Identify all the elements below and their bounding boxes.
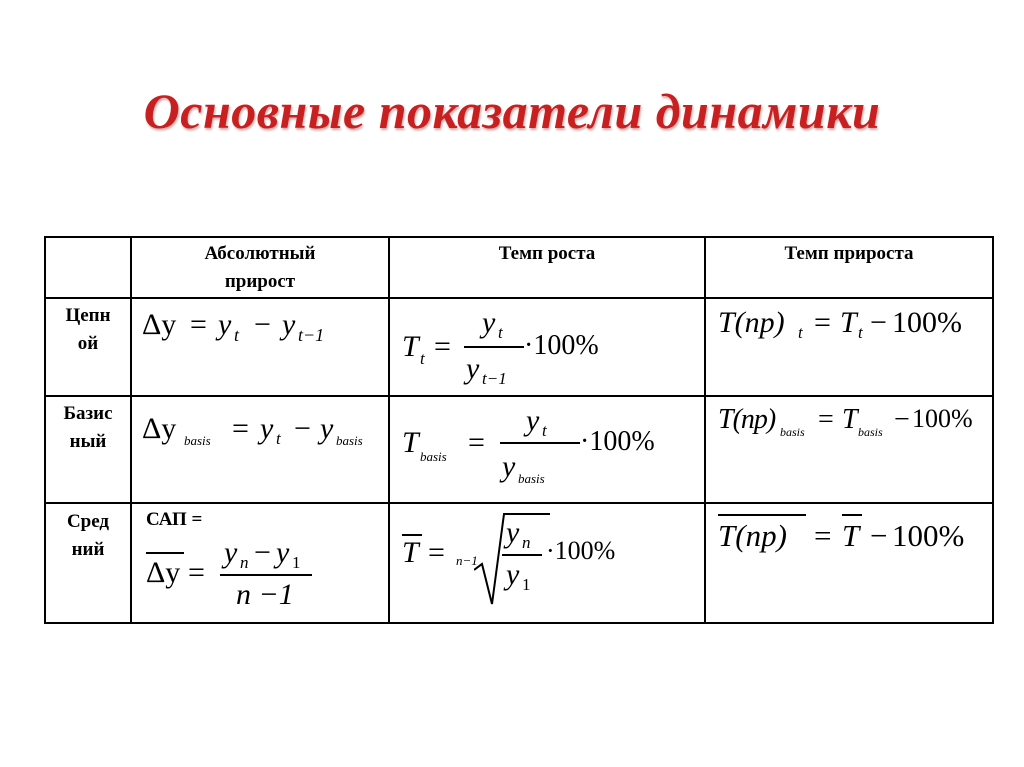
subscript-t: t bbox=[858, 323, 863, 342]
T: T bbox=[402, 426, 419, 459]
row-label-average-part1: Сред bbox=[66, 511, 110, 532]
sap-label: САП = bbox=[146, 509, 203, 530]
times-100-percent: ·100% bbox=[524, 330, 599, 361]
minus: − bbox=[894, 404, 910, 435]
formula-basis-growth bbox=[402, 406, 702, 498]
subscript-basis: basis bbox=[780, 425, 805, 439]
denominator-subscript: basis bbox=[518, 471, 545, 486]
subscript-basis: basis bbox=[858, 425, 883, 439]
subscript-basis: basis bbox=[184, 433, 211, 448]
subscript-t-minus-1: t−1 bbox=[298, 325, 325, 345]
numerator-subscript: t bbox=[498, 323, 503, 342]
subscript-basis: basis bbox=[420, 449, 447, 464]
denominator-y-1: y bbox=[506, 558, 520, 591]
100-percent: 100% bbox=[892, 518, 965, 553]
row-divider-1 bbox=[44, 297, 994, 299]
T: T bbox=[842, 404, 858, 435]
column-divider-2 bbox=[388, 236, 390, 624]
equals: = bbox=[428, 536, 445, 569]
numerator-y: y bbox=[526, 404, 540, 437]
fraction-bar bbox=[500, 442, 580, 444]
subscript-1: 1 bbox=[522, 575, 531, 594]
numerator-y-1: y bbox=[276, 536, 290, 569]
numerator-y: y bbox=[482, 306, 496, 339]
formula-chain-increase bbox=[718, 308, 988, 358]
header-growth-rate: Темп роста bbox=[498, 243, 596, 264]
minus: − bbox=[254, 536, 271, 569]
formula-chain-absolute bbox=[142, 310, 382, 360]
denominator-y: y bbox=[466, 352, 480, 385]
overline bbox=[718, 514, 806, 516]
formula-average-increase bbox=[718, 508, 990, 568]
formula-average-growth bbox=[400, 508, 700, 620]
times-100-percent: ·100% bbox=[546, 536, 616, 565]
denominator-n-minus-1: n −1 bbox=[236, 578, 294, 611]
denominator-subscript: t−1 bbox=[482, 369, 507, 388]
header-abs-line1: Абсолютный bbox=[204, 243, 316, 264]
y: y bbox=[282, 308, 296, 341]
formula-basis-absolute bbox=[142, 408, 388, 468]
100-percent: 100% bbox=[912, 404, 973, 433]
numerator-subscript: t bbox=[542, 421, 547, 440]
row-divider-3 bbox=[44, 502, 994, 504]
T-np-mean: T(np) bbox=[718, 518, 787, 553]
row-label-average bbox=[46, 508, 130, 564]
y: y bbox=[260, 412, 274, 445]
equals: = bbox=[232, 412, 249, 445]
subscript-1: 1 bbox=[292, 553, 301, 572]
equals: = bbox=[434, 330, 451, 363]
T: T bbox=[840, 306, 857, 339]
dynamics-indicators-table bbox=[44, 236, 994, 624]
subscript-basis: basis bbox=[336, 433, 363, 448]
100-percent: 100% bbox=[892, 306, 962, 339]
header-absolute-increase bbox=[132, 240, 388, 296]
y: y bbox=[218, 308, 232, 341]
subscript-t: t bbox=[276, 429, 281, 448]
header-abs-line2: прирост bbox=[224, 271, 296, 292]
formula-basis-increase bbox=[718, 406, 990, 456]
table-border-bottom bbox=[44, 622, 994, 624]
minus: − bbox=[294, 412, 311, 445]
header-increase-rate: Темп прироста bbox=[784, 243, 914, 264]
row-label-chain-part2: ой bbox=[77, 333, 99, 354]
minus: − bbox=[870, 518, 888, 553]
table-border-right bbox=[992, 236, 994, 624]
overline bbox=[842, 514, 862, 516]
T: T bbox=[402, 330, 419, 363]
fraction-bar bbox=[502, 554, 542, 556]
minus: − bbox=[870, 306, 887, 339]
T-np: T(np) bbox=[718, 306, 785, 339]
delta-y-mean: Δy bbox=[146, 556, 181, 589]
y: y bbox=[320, 412, 334, 445]
column-divider-3 bbox=[704, 236, 706, 624]
subscript-t: t bbox=[798, 323, 803, 342]
row-label-chain-part1: Цепн bbox=[65, 305, 111, 326]
row-label-basis-part2: ный bbox=[69, 431, 107, 452]
equals: = bbox=[468, 426, 485, 459]
minus: − bbox=[254, 308, 271, 341]
T-mean: T bbox=[402, 536, 419, 569]
row-label-basis bbox=[46, 400, 130, 456]
row-label-basis-part1: Базис bbox=[63, 403, 113, 424]
row-divider-2 bbox=[44, 395, 994, 397]
numerator-y-n: y bbox=[224, 536, 238, 569]
fraction-bar bbox=[220, 574, 312, 576]
equals: = bbox=[818, 404, 834, 435]
delta-y: Δy bbox=[142, 308, 177, 341]
numerator-y-n: y bbox=[506, 516, 520, 549]
denominator-y: y bbox=[502, 450, 516, 483]
formula-average-absolute bbox=[140, 508, 386, 620]
equals: = bbox=[188, 556, 205, 589]
equals: = bbox=[190, 308, 207, 341]
equals: = bbox=[814, 518, 832, 553]
root-index: n−1 bbox=[456, 553, 478, 568]
times-100-percent: ·100% bbox=[580, 426, 655, 457]
row-label-average-part2: ний bbox=[71, 539, 105, 560]
fraction-bar bbox=[464, 346, 524, 348]
subscript-t: t bbox=[234, 325, 240, 345]
T-mean: T bbox=[842, 518, 860, 553]
row-label-chain bbox=[46, 302, 130, 358]
delta-y: Δy bbox=[142, 412, 177, 445]
table-border-top bbox=[44, 236, 994, 238]
equals: = bbox=[814, 306, 831, 339]
subscript-n: n bbox=[240, 553, 249, 572]
subscript-t: t bbox=[420, 349, 425, 368]
T-np: T(np) bbox=[718, 404, 776, 435]
overline bbox=[146, 552, 184, 554]
formula-chain-growth bbox=[402, 308, 702, 392]
page-title: Основные показатели динамики bbox=[143, 83, 881, 139]
subscript-n: n bbox=[522, 533, 531, 552]
